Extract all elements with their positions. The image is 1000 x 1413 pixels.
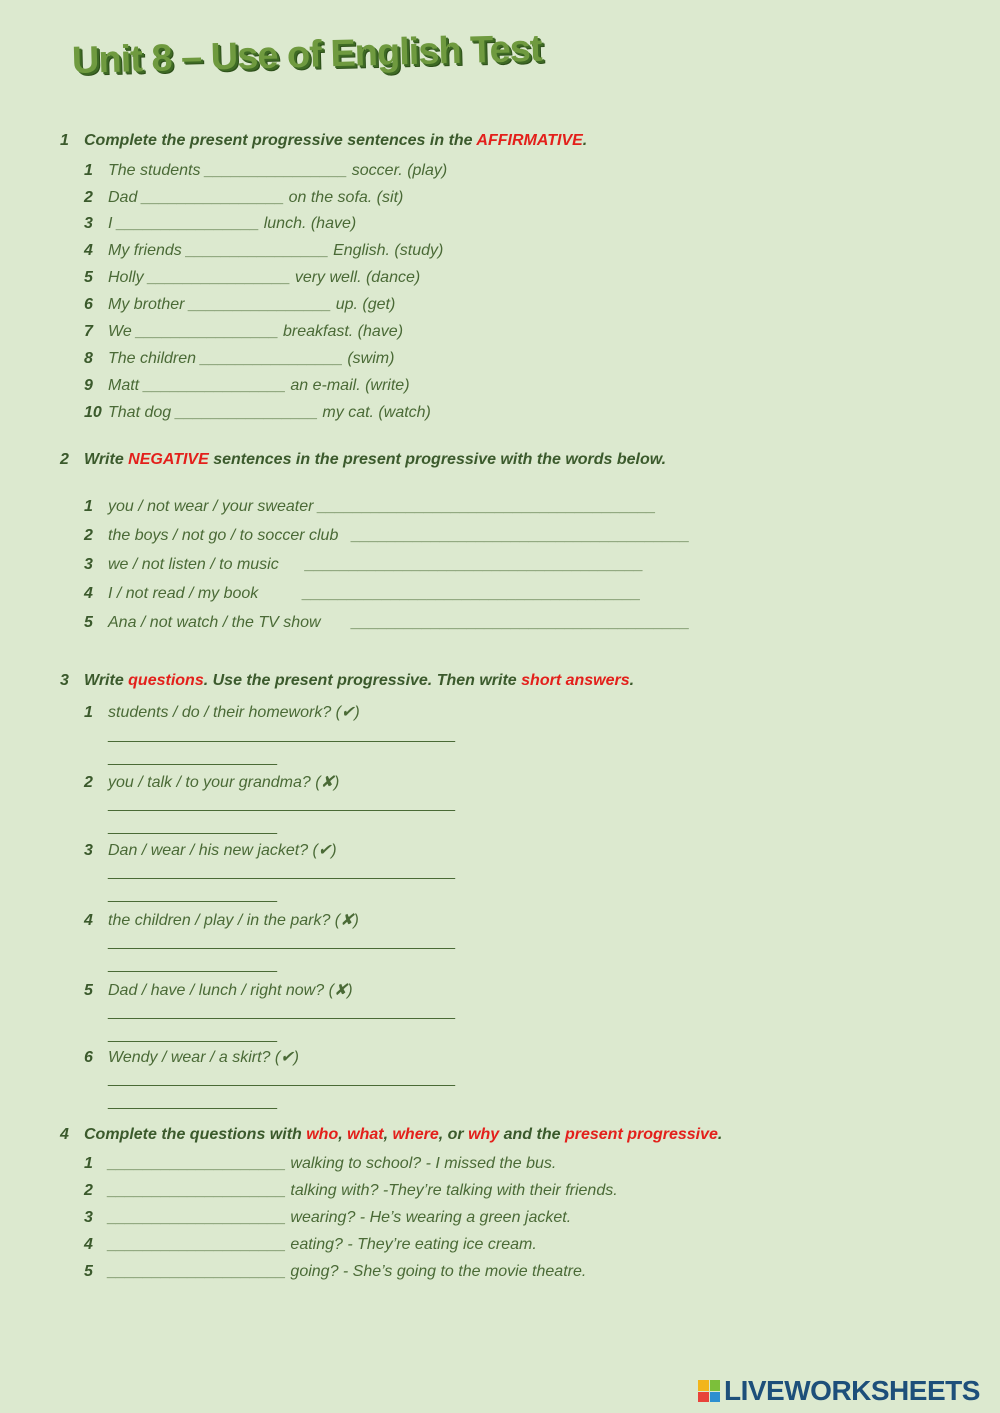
exercise-item[interactable]: 3 we / not listen / to music ______________________________________ [84, 556, 644, 573]
section-number: 4 [60, 1126, 69, 1143]
exercise-item: 2 you / talk / to your grandma? (✘) [84, 774, 340, 791]
highlight-short-answers: short answers [521, 672, 630, 689]
question-answer-line[interactable]: _______________________________________ [108, 795, 456, 812]
liveworksheets-logo-icon [698, 1380, 720, 1402]
exercise-item[interactable]: 1 The students ________________ soccer. (play) [84, 162, 448, 179]
section-number: 3 [60, 672, 69, 689]
exercise-item[interactable]: 7 We ________________ breakfast. (have) [84, 323, 404, 340]
exercise-item[interactable]: 1 you / not wear / your sweater ______________________________________ [84, 498, 657, 515]
section-number: 2 [60, 451, 69, 468]
exercise-item[interactable]: 4 My friends ________________ English. (study) [84, 242, 444, 259]
exercise-item: 3 Dan / wear / his new jacket? (✔) [84, 842, 337, 859]
section-number: 1 [60, 132, 69, 149]
exercise-item[interactable]: 4 ____________________ eating? - They’re eating ice cream. [84, 1236, 537, 1253]
exercise-item[interactable]: 4 I / not read / my book ______________________________________ [84, 585, 641, 602]
exercise-item[interactable]: 3 ____________________ wearing? - He’s wearing a green jacket. [84, 1209, 572, 1226]
question-answer-line[interactable]: _______________________________________ [108, 1070, 456, 1087]
section-4-instruction: 4 Complete the questions with who, what, where, or why and the present progressive. [60, 1126, 723, 1143]
section-2-instruction: 2 Write NEGATIVE sentences in the present progressive with the words below. [60, 451, 667, 468]
exercise-item: 6 Wendy / wear / a skirt? (✔) [84, 1049, 299, 1066]
logo-text: LIVEWORKSHEETS [724, 1375, 980, 1406]
question-answer-line[interactable]: _______________________________________ [108, 726, 456, 743]
short-answer-line[interactable]: ___________________ [108, 749, 278, 766]
highlight-affirmative: AFFIRMATIVE [476, 132, 583, 149]
exercise-item[interactable]: 5 Holly ________________ very well. (dance) [84, 269, 421, 286]
exercise-item[interactable]: 9 Matt ________________ an e-mail. (write) [84, 377, 410, 394]
exercise-item[interactable]: 2 the boys / not go / to soccer club ______________________________________ [84, 527, 690, 544]
exercise-item[interactable]: 6 My brother ________________ up. (get) [84, 296, 396, 313]
short-answer-line[interactable]: ___________________ [108, 818, 278, 835]
exercise-item[interactable]: 5 ____________________ going? - She’s going to the movie theatre. [84, 1263, 587, 1280]
section-1-instruction: 1 Complete the present progressive sentences in the AFFIRMATIVE. [60, 132, 588, 149]
question-answer-line[interactable]: _______________________________________ [108, 933, 456, 950]
exercise-item: 4 the children / play / in the park? (✘) [84, 912, 359, 929]
highlight-negative: NEGATIVE [128, 451, 209, 468]
highlight-questions: questions [128, 672, 204, 689]
exercise-item[interactable]: 2 ____________________ talking with? -They’re talking with their friends. [84, 1182, 618, 1199]
question-answer-line[interactable]: _______________________________________ [108, 863, 456, 880]
page-title: Unit 8 – Use of English Test [71, 27, 542, 82]
short-answer-line[interactable]: ___________________ [108, 1093, 278, 1110]
short-answer-line[interactable]: ___________________ [108, 1026, 278, 1043]
exercise-item[interactable]: 3 I ________________ lunch. (have) [84, 215, 357, 232]
exercise-item[interactable]: 1 ____________________ walking to school? - I missed the bus. [84, 1155, 557, 1172]
exercise-item[interactable]: 10 That dog ________________ my cat. (watch) [84, 404, 431, 421]
exercise-item: 5 Dad / have / lunch / right now? (✘) [84, 982, 353, 999]
section-3-instruction: 3 Write questions. Use the present progressive. Then write short answers. [60, 672, 635, 689]
exercise-item[interactable]: 5 Ana / not watch / the TV show ______________________________________ [84, 614, 690, 631]
liveworksheets-logo[interactable] [698, 1375, 980, 1407]
question-answer-line[interactable]: _______________________________________ [108, 1003, 456, 1020]
short-answer-line[interactable]: ___________________ [108, 886, 278, 903]
exercise-item: 1 students / do / their homework? (✔) [84, 704, 360, 721]
short-answer-line[interactable]: ___________________ [108, 956, 278, 973]
exercise-item[interactable]: 2 Dad ________________ on the sofa. (sit) [84, 189, 404, 206]
exercise-item[interactable]: 8 The children ________________ (swim) [84, 350, 395, 367]
